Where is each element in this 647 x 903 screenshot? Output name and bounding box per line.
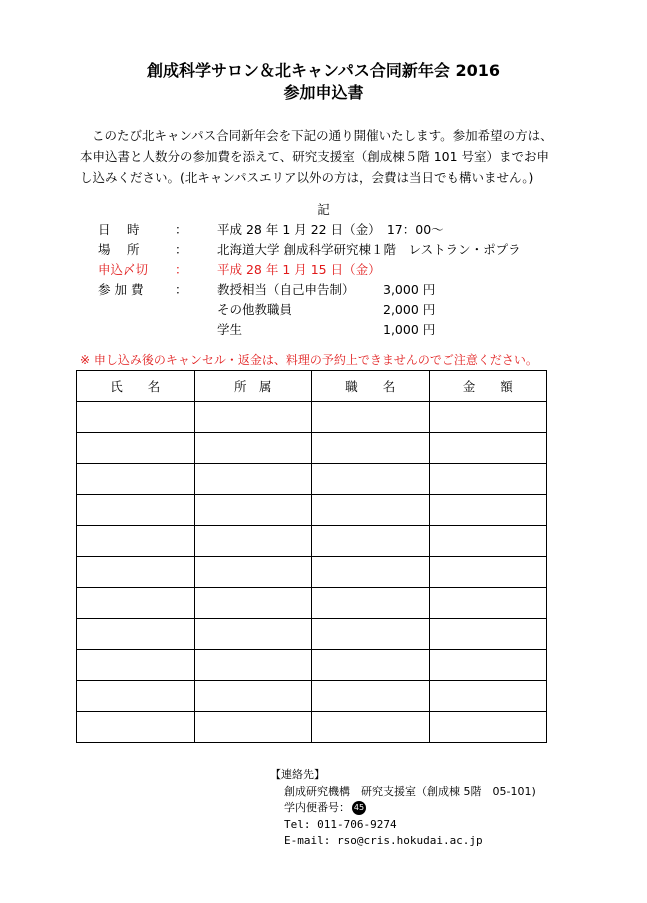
form-cell-name[interactable] — [77, 464, 195, 495]
column-header-name: 氏 名 — [77, 371, 195, 402]
column-header-affiliation: 所 属 — [194, 371, 312, 402]
page-subtitle: 参加申込書 — [283, 83, 364, 102]
detail-label: 場 所 — [98, 242, 140, 257]
detail-row-deadline — [0, 260, 647, 280]
detail-label: 参 加 費 — [98, 282, 144, 297]
page-title: 創成科学サロン＆北キャンパス合同新年会 2016 — [147, 61, 500, 80]
detail-row-fee — [0, 280, 647, 300]
mail-number-badge: 45 — [352, 801, 366, 815]
table-row — [77, 557, 547, 588]
detail-colon: ： — [175, 222, 188, 237]
detail-label: 申込〆切 — [98, 262, 149, 277]
form-cell-affiliation[interactable] — [194, 433, 312, 464]
fee-item-name: 教授相当（自己申告制） — [217, 282, 355, 297]
table-row — [77, 588, 547, 619]
table-row — [77, 433, 547, 464]
form-cell-name[interactable] — [77, 619, 195, 650]
fee-item-price: 2,000 円 — [383, 302, 436, 317]
form-cell-position[interactable] — [312, 650, 430, 681]
column-header-amount: 金 額 — [429, 371, 547, 402]
form-cell-affiliation[interactable] — [194, 526, 312, 557]
table-row — [77, 650, 547, 681]
form-cell-name[interactable] — [77, 495, 195, 526]
form-cell-name[interactable] — [77, 712, 195, 743]
form-cell-position[interactable] — [312, 526, 430, 557]
table-row — [77, 402, 547, 433]
detail-row-fee — [0, 300, 647, 320]
form-cell-affiliation[interactable] — [194, 495, 312, 526]
form-cell-amount[interactable] — [429, 433, 547, 464]
form-cell-amount[interactable] — [429, 588, 547, 619]
form-cell-amount[interactable] — [429, 619, 547, 650]
form-cell-name[interactable] — [77, 433, 195, 464]
fee-item-name: 学生 — [217, 322, 243, 337]
form-cell-name[interactable] — [77, 526, 195, 557]
detail-value: 平成 28 年 1 月 22 日（金） 17：00～ — [217, 222, 444, 237]
form-cell-amount[interactable] — [429, 526, 547, 557]
detail-colon: ： — [175, 282, 188, 297]
form-cell-affiliation[interactable] — [194, 712, 312, 743]
detail-label: 日 時 — [98, 222, 140, 237]
detail-row-datetime — [0, 220, 647, 240]
form-cell-affiliation[interactable] — [194, 650, 312, 681]
form-cell-position[interactable] — [312, 619, 430, 650]
form-cell-affiliation[interactable] — [194, 402, 312, 433]
cancellation-notice: ※ 申し込み後のキャンセル・返金は、料理の予約上できませんのでご注意ください。 — [80, 353, 538, 367]
contact-email[interactable]: E-mail: rso@cris.hokudai.ac.jp — [284, 834, 483, 847]
form-cell-name[interactable] — [77, 650, 195, 681]
table-row — [77, 526, 547, 557]
detail-row-fee — [0, 320, 647, 340]
form-cell-position[interactable] — [312, 433, 430, 464]
form-cell-position[interactable] — [312, 681, 430, 712]
mail-number-label: 学内便番号： — [284, 801, 350, 814]
contact-heading: 【連絡先】 — [270, 768, 325, 781]
form-cell-position[interactable] — [312, 464, 430, 495]
fee-item-price: 1,000 円 — [383, 322, 436, 337]
form-cell-amount[interactable] — [429, 402, 547, 433]
form-cell-amount[interactable] — [429, 464, 547, 495]
detail-value: 北海道大学 創成科学研究棟１階 レストラン・ポプラ — [217, 242, 521, 257]
form-cell-affiliation[interactable] — [194, 464, 312, 495]
table-row — [77, 712, 547, 743]
form-cell-position[interactable] — [312, 495, 430, 526]
form-cell-amount[interactable] — [429, 495, 547, 526]
form-cell-position[interactable] — [312, 712, 430, 743]
form-cell-name[interactable] — [77, 681, 195, 712]
table-row — [77, 681, 547, 712]
ki-heading: 記 — [317, 202, 330, 217]
form-cell-amount[interactable] — [429, 557, 547, 588]
form-cell-name[interactable] — [77, 402, 195, 433]
contact-org: 創成研究機構 研究支援室（創成棟 5階 05-101) — [284, 784, 536, 798]
form-cell-name[interactable] — [77, 588, 195, 619]
fee-item-price: 3,000 円 — [383, 282, 436, 297]
form-cell-position[interactable] — [312, 402, 430, 433]
intro-line: 本申込書と人数分の参加費を添えて、研究支援室（創成棟５階 101 号室）までお申 — [80, 149, 550, 164]
form-cell-amount[interactable] — [429, 681, 547, 712]
detail-colon: ： — [175, 242, 188, 257]
fee-item-name: その他教職員 — [217, 302, 293, 317]
form-cell-affiliation[interactable] — [194, 588, 312, 619]
table-row — [77, 495, 547, 526]
table-row — [77, 464, 547, 495]
table-header-row — [77, 371, 547, 402]
detail-colon: ： — [175, 262, 188, 277]
table-row — [77, 619, 547, 650]
detail-value: 平成 28 年 1 月 15 日（金） — [217, 262, 381, 277]
form-cell-name[interactable] — [77, 557, 195, 588]
intro-line: し込みください。(北キャンパスエリア以外の方は，会費は当日でも構いません。) — [80, 170, 534, 185]
form-cell-affiliation[interactable] — [194, 681, 312, 712]
detail-row-place — [0, 240, 647, 260]
contact-block — [270, 767, 536, 850]
contact-mail-row — [270, 800, 536, 817]
column-header-position: 職 名 — [312, 371, 430, 402]
table-body — [77, 402, 547, 743]
intro-line: このたび北キャンパス合同新年会を下記の通り開催いたします。参加希望の方は、 — [92, 128, 553, 143]
registration-table — [76, 370, 547, 743]
form-cell-affiliation[interactable] — [194, 619, 312, 650]
contact-tel: Tel: 011-706-9274 — [284, 817, 397, 831]
form-cell-position[interactable] — [312, 557, 430, 588]
form-cell-position[interactable] — [312, 588, 430, 619]
intro-paragraph — [80, 125, 580, 188]
form-cell-amount[interactable] — [429, 650, 547, 681]
form-cell-affiliation[interactable] — [194, 557, 312, 588]
form-cell-amount[interactable] — [429, 712, 547, 743]
